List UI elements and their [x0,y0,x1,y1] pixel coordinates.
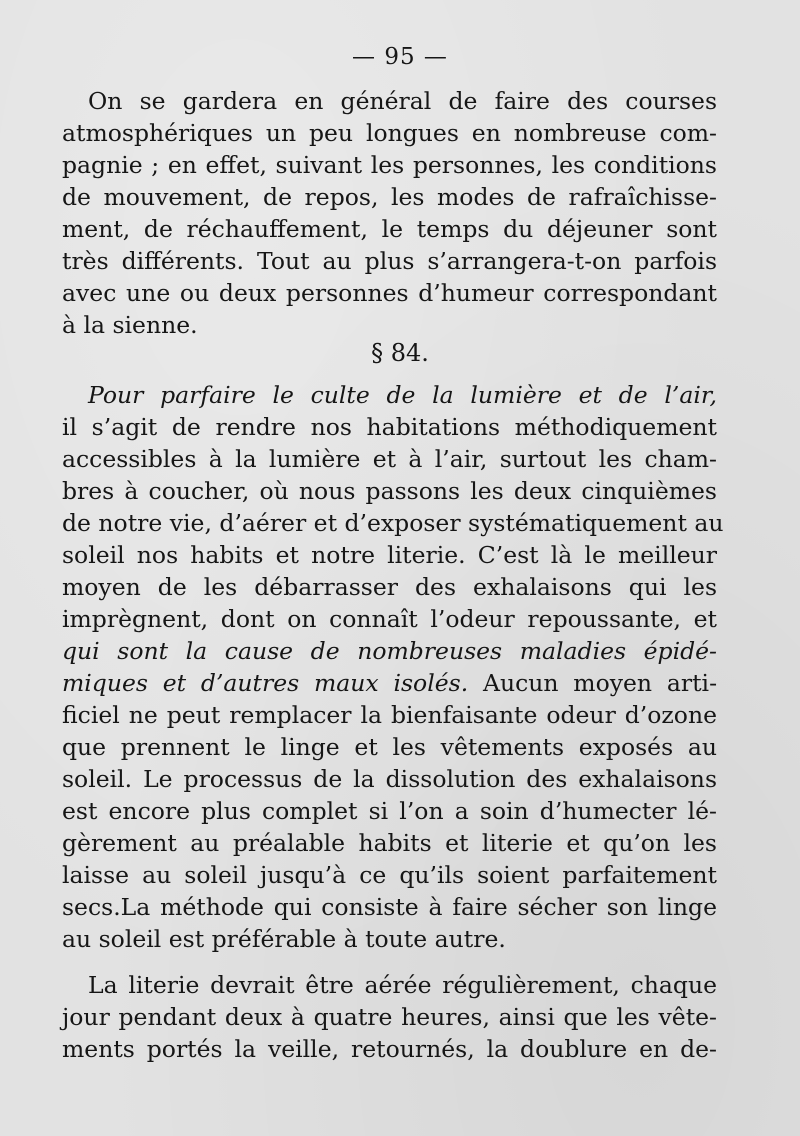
paragraph-2-line: imprègnent, dont on connaît l’odeur repoussante, et [62,605,717,633]
paragraph-1-line: de mouvement, de repos, les modes de rafraîchisse- [62,183,717,211]
paragraph-2-line: de notre vie, d’aérer et d’exposer systématiquement au [62,509,724,537]
paragraph-2-line: soleil. Le processus de la dissolution des exhalaisons [62,765,717,793]
paragraph-2-line: secs.La méthode qui consiste à faire sécher son linge [62,893,717,921]
paragraph-1-line: avec une ou deux personnes d’humeur correspondant [62,279,717,307]
page-number: — 95 — [352,44,448,70]
paragraph-2-line: moyen de les débarrasser des exhalaisons qui les [62,573,717,601]
roman-text: Aucun moyen arti- [468,669,718,697]
paragraph-2-line: ficiel ne peut remplacer la bienfaisante odeur d’ozone [62,701,717,729]
italic-text: qui sont la cause de nombreuses maladies épidé- [62,637,717,665]
paragraph-2-line: accessibles à la lumière et à l’air, surtout les cham- [62,445,717,473]
paragraph-1-line: ment, de réchauffement, le temps du déjeuner sont [62,215,717,243]
paragraph-2-line: gèrement au préalable habits et literie et qu’on les [62,829,717,857]
paragraph-2-mixed-line [62,667,717,699]
paragraph-2-line: laisse au soleil jusqu’à ce qu’ils soient parfaitement [62,861,717,889]
italic-text: Pour parfaire le culte de la lumière et de l’air, [88,381,717,409]
italic-text: miques et d’autres maux isolés. [62,669,469,697]
paragraph-2-line: bres à coucher, où nous passons les deux cinquièmes [62,477,717,505]
paragraph-2-line: il s’agit de rendre nos habitations méthodiquement [62,413,717,441]
paragraph-1-line: à la sienne. [62,311,198,339]
paragraph-1-line: pagnie ; en effet, suivant les personnes, les conditions [62,151,717,179]
paragraph-3-line: La literie devrait être aérée régulièrement, chaque [88,971,717,999]
paragraph-2-line: est encore plus complet si l’on a soin d’humecter lé- [62,797,717,825]
section-number: § 84. [371,339,429,367]
paragraph-2-italic-line [88,379,717,411]
paragraph-2-italic-line [62,635,717,667]
paragraph-1-line: très différents. Tout au plus s’arrangera-t-on parfois [62,247,717,275]
paragraph-3-line: ments portés la veille, retournés, la doublure en de- [62,1035,717,1063]
paragraph-2-line: au soleil est préférable à toute autre. [62,925,506,953]
paragraph-2-line: soleil nos habits et notre literie. C’est là le meilleur [62,541,717,569]
paragraph-3-line: jour pendant deux à quatre heures, ainsi que les vête- [62,1003,717,1031]
paragraph-1-line: atmosphériques un peu longues en nombreuse com- [62,119,717,147]
paragraph-1-line: On se gardera en général de faire des courses [88,87,717,115]
paragraph-2-line: que prennent le linge et les vêtements exposés au [62,733,717,761]
